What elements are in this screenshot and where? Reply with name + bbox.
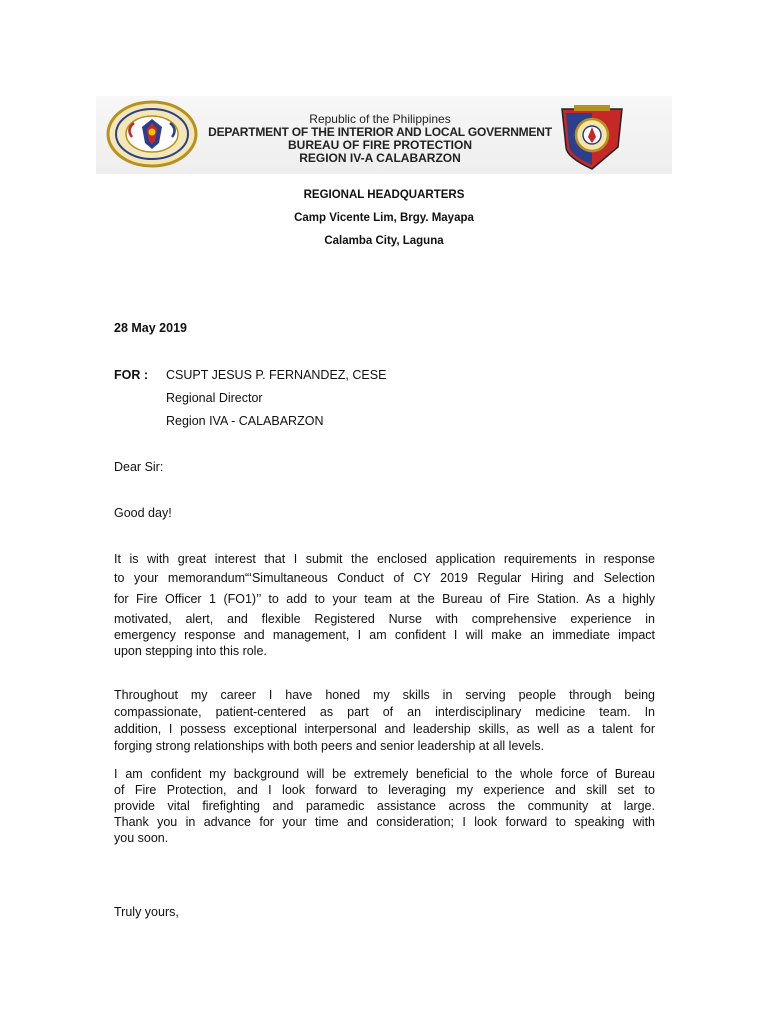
office-name: REGIONAL HEADQUARTERS	[303, 189, 465, 201]
office-address-block	[200, 188, 568, 257]
bureau-line: BUREAU OF FIRE PROTECTION	[287, 138, 472, 152]
paragraph-line: of Fire Protection, and I look forward to leveraging my experience and skill set to	[114, 783, 655, 797]
body-paragraph-3	[114, 767, 655, 847]
body-paragraph-2	[114, 688, 655, 756]
paragraph-line: upon stepping into this role.	[114, 644, 267, 658]
body-paragraph-1	[114, 552, 655, 660]
greeting: Good day!	[114, 506, 172, 520]
paragraph-line: for Fire Officer 1 (FO1)’’ to add to your team at the Bureau of Fire Station. As a highly	[114, 592, 655, 606]
paragraph-line: forging strong relationships with both peers and senior leadership at all levels.	[114, 739, 545, 753]
paragraph-line: emergency response and management, I am confident I will make an immediate impact	[114, 628, 655, 642]
paragraph-line: motivated, alert, and flexible Registered Nurse with comprehensive experience in	[114, 612, 655, 626]
paragraph-line: addition, I possess exceptional interpersonal and leadership skills, as well as a talent for	[114, 722, 655, 736]
for-label: FOR :	[114, 368, 149, 382]
paragraph-line: provide vital firefighting and paramedic assistance across the community at large.	[114, 799, 655, 813]
letter-date: 28 May 2019	[114, 321, 187, 335]
closing: Truly yours,	[114, 905, 179, 919]
paragraph-line: Thank you in advance for your time and consideration; I look forward to speaking with	[114, 815, 655, 829]
region-line: REGION IV-A CALABARZON	[299, 151, 461, 165]
recipient-name: CSUPT JESUS P. FERNANDEZ, CESE	[166, 368, 387, 382]
office-address-line-1: Camp Vicente Lim, Brgy. Mayapa	[294, 212, 474, 224]
recipient-title: Regional Director	[166, 391, 263, 405]
bfp-seal-logo	[104, 99, 200, 169]
letterhead-text	[200, 113, 560, 165]
recipient-region: Region IVA - CALABARZON	[166, 414, 324, 428]
region-shield-logo	[556, 103, 628, 171]
paragraph-line: compassionate, patient-centered as part of an interdisciplinary medicine team. In	[114, 705, 655, 719]
department-line: DEPARTMENT OF THE INTERIOR AND LOCAL GOVERNMENT	[208, 125, 552, 139]
office-address-line-2: Calamba City, Laguna	[324, 235, 444, 247]
republic-line: Republic of the Philippines	[309, 112, 451, 126]
paragraph-line: Throughout my career I have honed my skills in serving people through being	[114, 688, 655, 702]
paragraph-line: It is with great interest that I submit the enclosed application requirements in response	[114, 552, 655, 566]
paragraph-line: you soon.	[114, 831, 169, 845]
salutation: Dear Sir:	[114, 460, 164, 474]
paragraph-line: to your memorandum“‘Simultaneous Conduct of CY 2019 Regular Hiring and Selection	[114, 571, 655, 585]
paragraph-line: I am confident my background will be extremely beneficial to the whole force of Bureau	[114, 767, 655, 781]
